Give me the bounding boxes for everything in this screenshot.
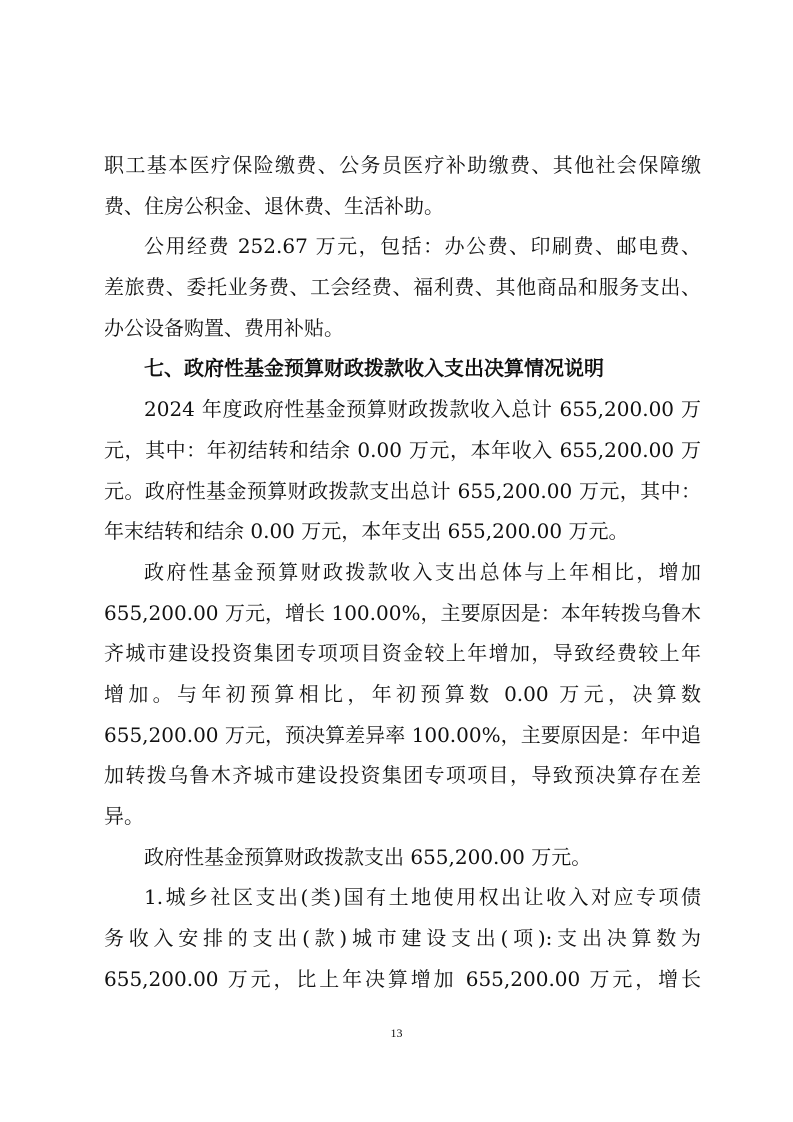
- paragraph-line: 务收入安排的支出(款)城市建设支出(项):支出决算数为: [104, 926, 701, 951]
- paragraph-line: 655,200.00 万元，比上年决算增加 655,200.00 万元，增长: [104, 966, 701, 991]
- paragraph-line: 办公设备购置、费用补贴。: [104, 315, 344, 340]
- paragraph-line: 年末结转和结余 0.00 万元，本年支出 655,200.00 万元。: [104, 519, 629, 544]
- paragraph-line: 费、住房公积金、退休费、生活补助。: [104, 193, 444, 218]
- paragraph-line: 职工基本医疗保险缴费、公务员医疗补助缴费、其他社会保障缴: [104, 153, 701, 177]
- paragraph-line: 1.城乡社区支出(类)国有土地使用权出让收入对应专项债: [144, 885, 701, 910]
- paragraph-line: 公用经费 252.67 万元，包括：办公费、印刷费、邮电费、: [144, 234, 701, 259]
- paragraph-line: 异。: [104, 804, 144, 828]
- section-heading: 七、政府性基金预算财政拨款收入支出决算情况说明: [144, 356, 604, 381]
- document-body: [104, 145, 701, 999]
- paragraph-line: 增加。与年初预算相比，年初预算数 0.00 万元，决算数: [104, 681, 701, 706]
- paragraph-line: 655,200.00 万元，预决算差异率 100.00%，主要原因是：年中追: [104, 722, 701, 747]
- paragraph-line: 元。政府性基金预算财政拨款支出总计 655,200.00 万元，其中：: [104, 478, 701, 503]
- paragraph-line: 元，其中：年初结转和结余 0.00 万元，本年收入 655,200.00 万: [104, 437, 701, 462]
- page-number: 13: [390, 1026, 403, 1040]
- paragraph-line: 2024 年度政府性基金预算财政拨款收入总计 655,200.00 万: [144, 397, 701, 422]
- paragraph-line: 政府性基金预算财政拨款收入支出总体与上年相比，增加: [144, 559, 701, 584]
- paragraph-line: 655,200.00 万元，增长 100.00%，主要原因是：本年转拨乌鲁木: [104, 600, 701, 625]
- paragraph-line: 政府性基金预算财政拨款支出 655,200.00 万元。: [144, 844, 592, 869]
- paragraph-line: 差旅费、委托业务费、工会经费、福利费、其他商品和服务支出、: [104, 275, 701, 300]
- paragraph-line: 加转拨乌鲁木齐城市建设投资集团专项项目，导致预决算存在差: [104, 763, 701, 788]
- paragraph-line: 齐城市建设投资集团专项项目资金较上年增加，导致经费较上年: [104, 641, 701, 666]
